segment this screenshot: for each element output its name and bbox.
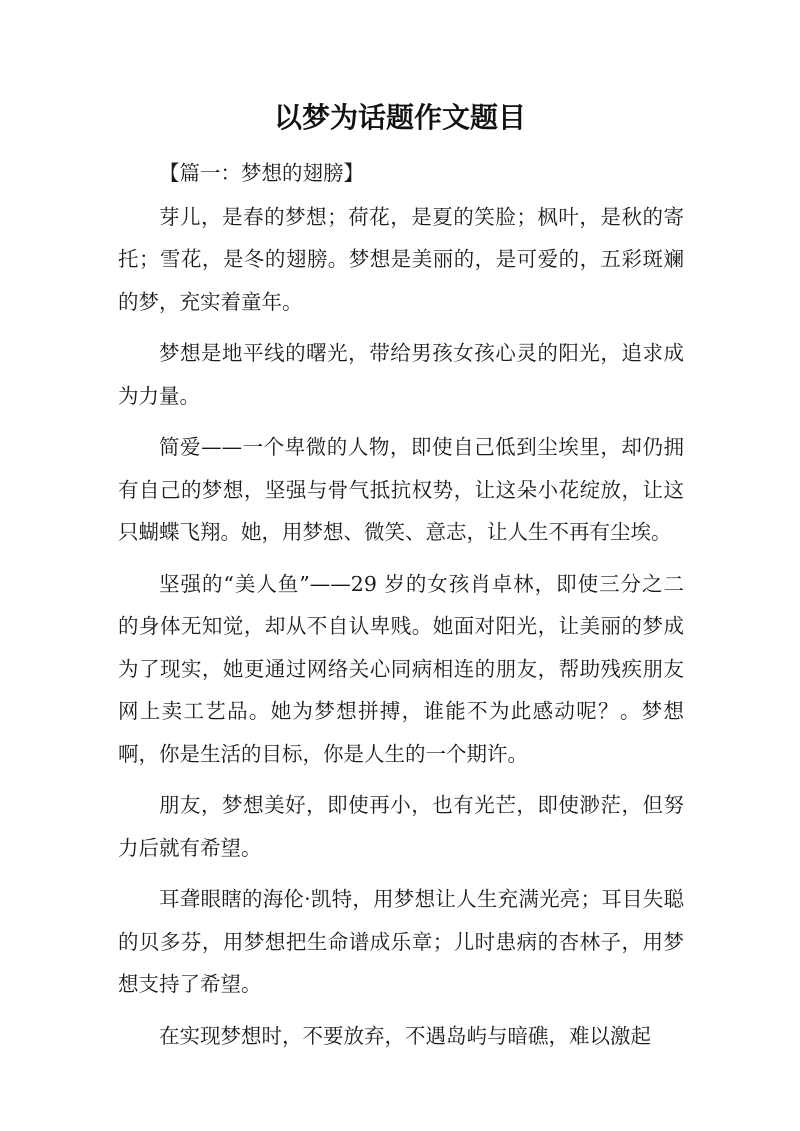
- paragraph: 芽儿，是春的梦想；荷花，是夏的笑脸；枫叶，是秋的寄托；雪花，是冬的翅膀。梦想是美丽的，是可爱的，五彩斑斓的梦，充实着童年。: [118, 204, 684, 314]
- paragraph: 简爱——一个卑微的人物，即使自己低到尘埃里，却仍拥有自己的梦想，坚强与骨气抵抗权势，让这朵小花绽放，让这只蝴蝶飞翔。她，用梦想、微笑、意志，让人生不再有尘埃。: [118, 435, 684, 544]
- paragraph: 坚强的“美人鱼”——29 岁的女孩肖卓林，即使三分之二的身体无知觉，却从不自认卑贱。她面对阳光，让美丽的梦成为了现实，她更通过网络关心同病相连的朋友，帮助残疾朋友网上卖工艺品。她为梦想拼搏，谁能不为此感动呢？。梦想啊，你是生活的目标，你是人生的一个期许。: [118, 571, 684, 766]
- section-heading: 【篇一：梦想的翅膀】: [159, 161, 364, 185]
- document-body: [118, 152, 684, 1066]
- paragraph: 梦想是地平线的曙光，带给男孩女孩心灵的阳光，追求成为力量。: [118, 341, 684, 408]
- paragraph: 在实现梦想时，不要放弃，不遇岛屿与暗礁，难以激起: [159, 1023, 651, 1048]
- paragraph: 朋友，梦想美好，即使再小，也有光芒，即使渺茫，但努力后就有希望。: [118, 793, 684, 860]
- document-title: 以梦为话题作文题目: [273, 101, 526, 134]
- paragraph: 耳聋眼瞎的海伦·凯特，用梦想让人生充满光亮；耳目失聪的贝多芬，用梦想把生命谱成乐章；儿时患病的杏林子，用梦想支持了希望。: [118, 887, 684, 996]
